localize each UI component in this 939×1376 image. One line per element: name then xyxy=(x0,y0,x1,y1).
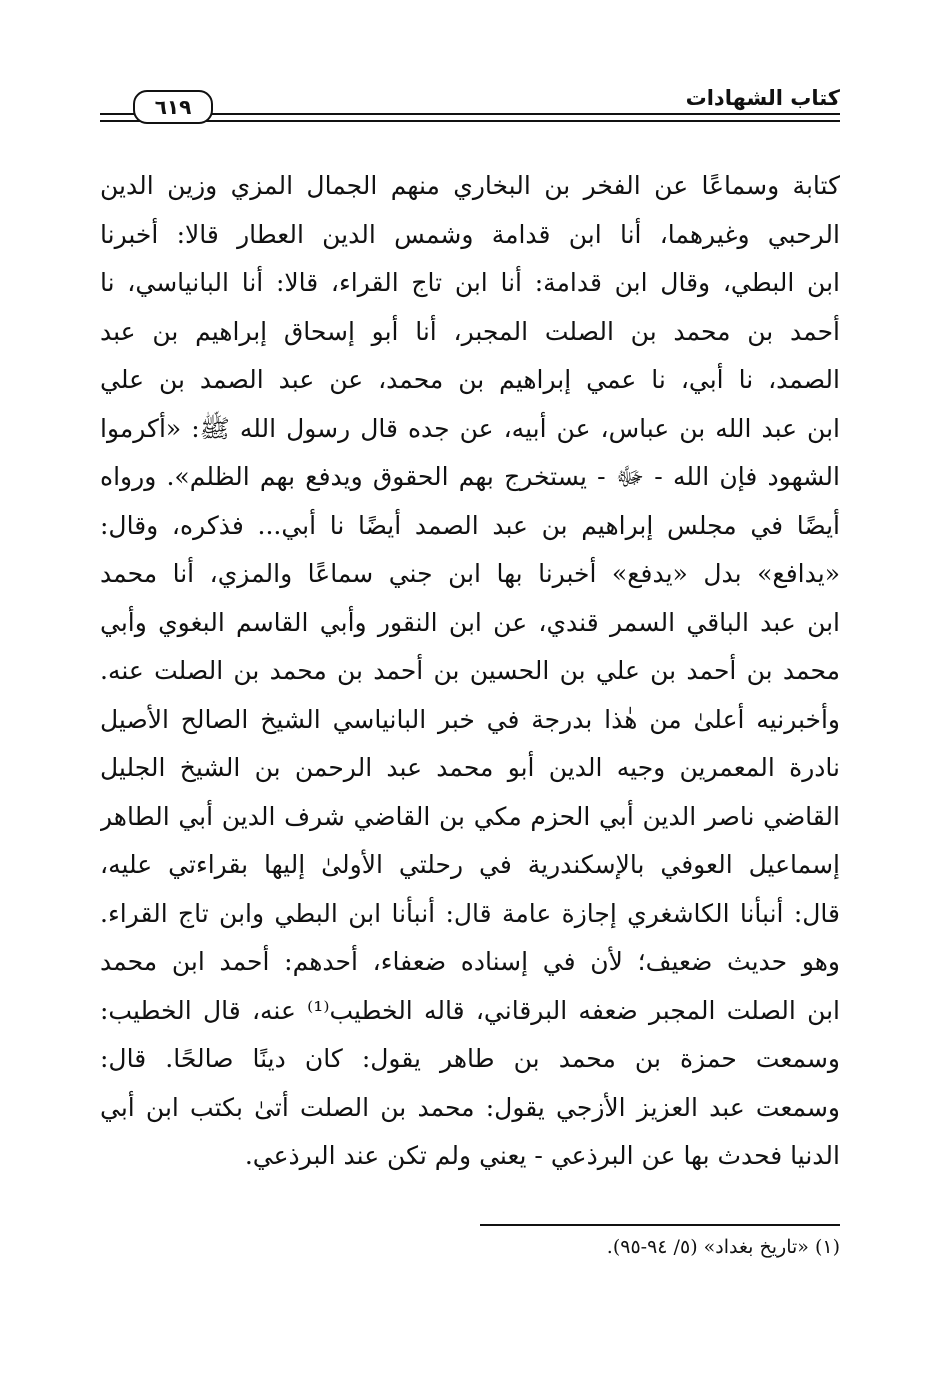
text-line: الشهود فإن الله - ﷻ - يستخرج بهم الحقوق ويدفع بهم الظلم». ورواه xyxy=(100,462,840,491)
main-text xyxy=(100,162,840,1181)
text-line: وسمعت حمزة بن محمد بن طاهر يقول: كان دينًا صالحًا. قال: xyxy=(100,1044,840,1073)
text-line: وهو حديث ضعيف؛ لأن في إسناده ضعفاء، أحدهم: أحمد ابن محمد xyxy=(100,947,840,976)
text-line: كتابة وسماعًا عن الفخر بن البخاري منهم الجمال المزي وزين الدين xyxy=(100,171,840,200)
text-line: ابن عبد الباقي السمر قندي، عن ابن النقور وأبي القاسم البغوي وأبي xyxy=(100,607,840,637)
chapter-title: كتاب الشهادات xyxy=(685,86,840,110)
text-line: وأخبرنيه أعلىٰ من هٰذا بدرجة في خبر البانياسي الشيخ الصالح الأصيل xyxy=(100,704,840,734)
text-line: ابن البطي، وقال ابن قدامة: أنا ابن تاج القراء، قالا: أنا البانياسي، نا xyxy=(100,268,840,297)
text-line: قال: أنبأنا الكاشغري إجازة عامة قال: أنبأنا ابن البطي وابن تاج القراء. xyxy=(100,898,840,928)
header-rule-bottom xyxy=(100,120,840,122)
text-line: الرحبي وغيرهما، أنا ابن قدامة وشمس الدين العطار قالا: أخبرنا xyxy=(100,219,840,249)
text-line: أيضًا في مجلس إبراهيم بن عبد الصمد أيضًا نا أبي... فذكره، وقال: xyxy=(100,510,840,540)
text-line: القاضي ناصر الدين أبي الحزم مكي بن القاضي شرف الدين أبي الطاهر xyxy=(100,801,840,831)
text-line: الدنيا فحدث بها عن البرذعي - يعني ولم تكن عند البرذعي. xyxy=(244,1141,840,1170)
text-line: نادرة المعمرين وجيه الدين أبو محمد عبد الرحمن بن الشيخ الجليل xyxy=(100,753,840,782)
page-header xyxy=(100,82,840,130)
text-line: محمد بن أحمد بن علي بن الحسين بن أحمد بن محمد بن الصلت عنه. xyxy=(100,656,840,685)
text-line: ابن عبد الله بن عباس، عن أبيه، عن جده قال رسول الله ﷺ: «أكرموا xyxy=(100,413,840,443)
text-line: وسمعت عبد العزيز الأزجي يقول: محمد بن الصلت أتىٰ بكتب ابن أبي xyxy=(100,1092,840,1122)
text-line: إسماعيل العوفي بالإسكندرية في رحلتي الأولىٰ إليها بقراءتي عليه، xyxy=(100,850,840,879)
page-number: ٦١٩ xyxy=(133,90,213,124)
footnote-separator xyxy=(480,1224,840,1226)
footnote: (١) «تاريخ بغداد» (٥/ ٩٤-٩٥). xyxy=(606,1236,840,1258)
text-line: «يدافع» بدل «يدفع» أخبرنا بها ابن جني سماعًا والمزي، أنا محمد xyxy=(100,559,840,588)
text-line: الصمد، نا أبي، نا عمي إبراهيم بن محمد، عن عبد الصمد بن علي xyxy=(100,365,840,394)
text-line: أحمد بن محمد بن الصلت المجبر، أنا أبو إسحاق إبراهيم بن عبد xyxy=(100,316,840,346)
text-line: ابن الصلت المجبر ضعفه البرقاني، قاله الخطيب⁽¹⁾ عنه، قال الخطيب: xyxy=(100,995,840,1025)
